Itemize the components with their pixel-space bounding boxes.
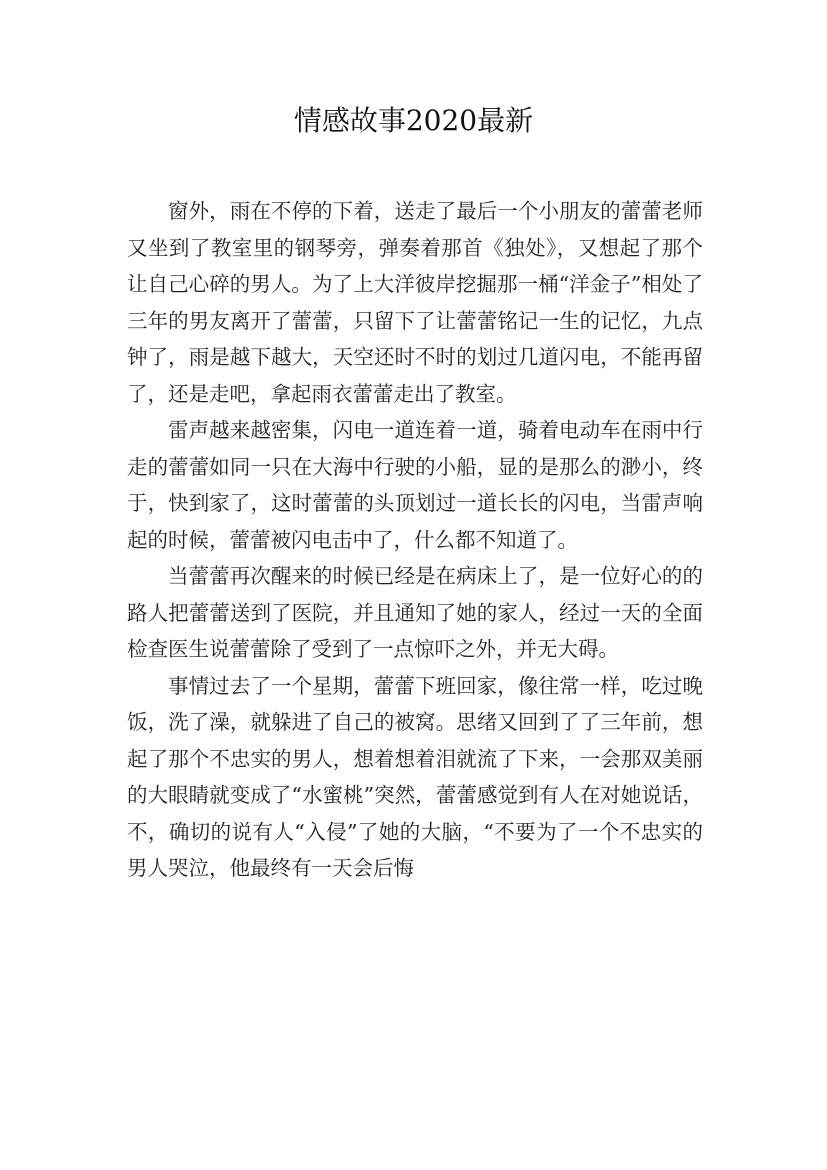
- document-title: 情感故事2020最新: [293, 104, 534, 137]
- paragraph: 窗外，雨在不停的下着，送走了最后一个小朋友的蕾蕾老师又坐到了教室里的钢琴旁，弹奏着那首《独处》，又想起了那个让自己心碎的男人。为了上大洋彼岸挖掘那一桶“洋金子”相处了三年的男友离开了蕾蕾，只留下了让蕾蕾铭记一生的记忆，九点钟了，雨是越下越大，天空还时不时的划过几道闪电，不能再留了，还是走吧，拿起雨衣蕾蕾走出了教室。: [127, 199, 703, 406]
- document-body: [127, 193, 703, 887]
- paragraph: 雷声越来越密集，闪电一道连着一道，骑着电动车在雨中行走的蕾蕾如同一只在大海中行驶的小船，显的是那么的渺小，终于，快到家了，这时蕾蕾的头顶划过一道长长的闪电，当雷声响起的时候，蕾蕾被闪电击中了，什么都不知道了。: [127, 418, 703, 552]
- paragraph: 事情过去了一个星期，蕾蕾下班回家，像往常一样，吃过晚饭，洗了澡，就躲进了自己的被窝。思绪又回到了了三年前，想起了那个不忠实的男人，想着想着泪就流了下来，一会那双美丽的大眼睛就变成了“水蜜桃”突然，蕾蕾感觉到有人在对她说话，不，确切的说有人“入侵”了她的大脑，“不要为了一个不忠实的男人哭泣，他最终有一天会后悔: [127, 673, 703, 880]
- paragraph: 当蕾蕾再次醒来的时候已经是在病床上了，是一位好心的的路人把蕾蕾送到了医院，并且通知了她的家人，经过一天的全面检查医生说蕾蕾除了受到了一点惊吓之外，并无大碍。: [127, 564, 703, 661]
